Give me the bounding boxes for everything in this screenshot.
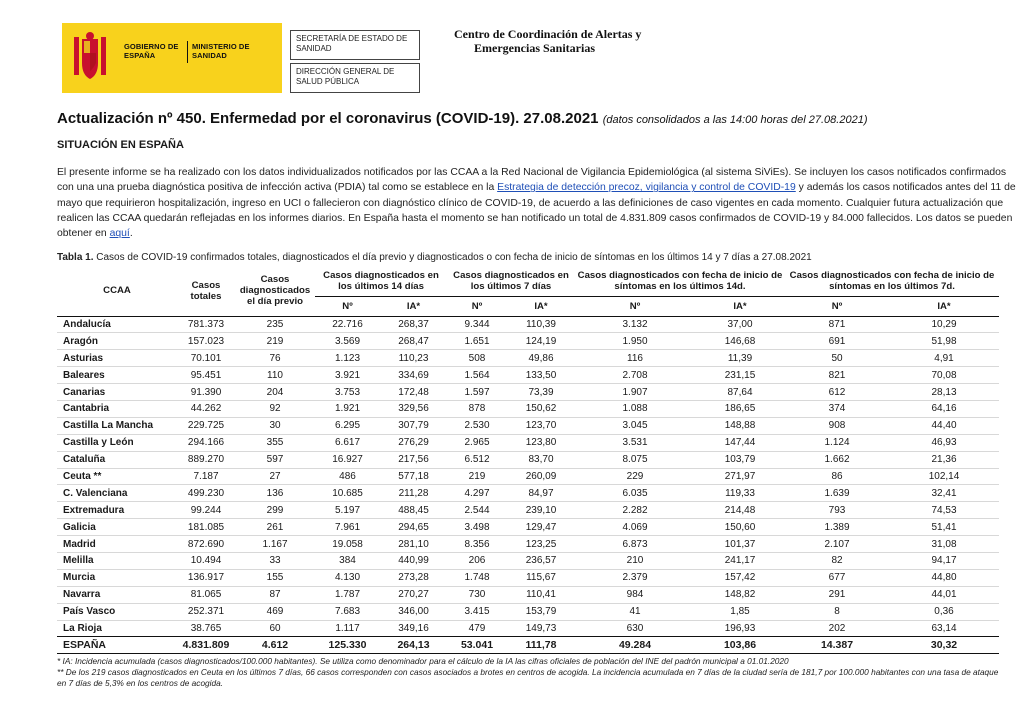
value-cell: 10.685 (315, 485, 380, 502)
value-cell: 229.725 (177, 417, 235, 434)
value-cell: 103,79 (695, 451, 785, 468)
report-title-main: Actualización nº 450. Enfermedad por el coronavirus (COVID-19). 27.08.2021 (57, 110, 599, 127)
value-cell: 508 (447, 350, 507, 367)
value-cell: 150,60 (695, 519, 785, 536)
value-cell: 124,19 (507, 333, 575, 350)
value-cell: 260,09 (507, 468, 575, 485)
value-cell: 210 (575, 552, 695, 569)
value-cell: 3.753 (315, 384, 380, 401)
value-cell: 181.085 (177, 519, 235, 536)
value-cell: 469 (235, 603, 315, 620)
value-cell: 236,57 (507, 552, 575, 569)
subheader-ia: IA* (889, 296, 999, 316)
value-cell: 1,85 (695, 603, 785, 620)
total-label-cell: ESPAÑA (57, 637, 177, 654)
value-cell: 64,16 (889, 400, 999, 417)
government-logo (62, 23, 282, 93)
value-cell: 276,29 (380, 434, 447, 451)
value-cell: 99.244 (177, 502, 235, 519)
value-cell: 44,40 (889, 417, 999, 434)
value-cell: 6.617 (315, 434, 380, 451)
value-cell: 8 (785, 603, 889, 620)
value-cell: 133,50 (507, 367, 575, 384)
value-cell: 46,93 (889, 434, 999, 451)
ccaa-name-cell: Asturias (57, 350, 177, 367)
report-title-sub: (datos consolidados a las 14:00 horas del 27.08.2021) (602, 114, 868, 126)
value-cell: 86 (785, 468, 889, 485)
value-cell: 95.451 (177, 367, 235, 384)
value-cell: 2.379 (575, 569, 695, 586)
value-cell: 49,86 (507, 350, 575, 367)
section-heading: SITUACIÓN EN ESPAÑA (57, 139, 184, 151)
total-value-cell: 264,13 (380, 637, 447, 654)
value-cell: 984 (575, 586, 695, 603)
value-cell: 27 (235, 468, 315, 485)
value-cell: 196,93 (724, 622, 756, 634)
value-cell: 123,70 (507, 417, 575, 434)
value-cell: 157,42 (695, 569, 785, 586)
value-cell: 44.262 (177, 400, 235, 417)
value-cell: 6.295 (315, 417, 380, 434)
subheader-ia: IA* (380, 296, 447, 316)
value-cell: 7.961 (315, 519, 380, 536)
table-row (57, 417, 999, 434)
table-row (57, 350, 999, 367)
value-cell: 28,13 (889, 384, 999, 401)
subheader-ia: IA* (695, 296, 785, 316)
value-cell: 3.531 (575, 434, 695, 451)
ccaa-name-cell: Galicia (57, 519, 177, 536)
value-cell: 440,99 (380, 552, 447, 569)
value-cell: 1.787 (315, 586, 380, 603)
header-14-days: Casos diagnosticados en los últimos 14 días (315, 266, 447, 296)
table-row (57, 400, 999, 417)
value-cell: 214,48 (695, 502, 785, 519)
value-cell: 129,47 (507, 519, 575, 536)
value-cell: 94,17 (889, 552, 999, 569)
report-title (57, 110, 867, 127)
ccaa-name-cell: Navarra (57, 586, 177, 603)
value-cell: 19.058 (315, 536, 380, 553)
header-7-days: Casos diagnosticados en los últimos 7 días (447, 266, 575, 296)
value-cell: 44,80 (889, 569, 999, 586)
value-cell: 252.371 (177, 603, 235, 620)
total-value-cell: 111,78 (507, 637, 575, 654)
table-row (57, 468, 999, 485)
value-cell: 11,39 (695, 350, 785, 367)
value-cell: 155 (235, 569, 315, 586)
value-cell: 268,47 (380, 333, 447, 350)
value-cell: 691 (785, 333, 889, 350)
value-cell: 1.123 (315, 350, 380, 367)
value-cell: 33 (235, 552, 315, 569)
value-cell: 123,80 (507, 434, 575, 451)
value-cell: 241,17 (695, 552, 785, 569)
subheader-n: Nº (447, 296, 507, 316)
value-cell: 268,37 (380, 316, 447, 333)
value-cell: 499.230 (177, 485, 235, 502)
value-cell: 1.088 (575, 400, 695, 417)
table-row (57, 367, 999, 384)
data-link[interactable]: aquí (109, 228, 130, 240)
value-cell: 908 (785, 417, 889, 434)
footnote-ia: * IA: Incidencia acumulada (casos diagnosticados/100.000 habitantes). Se utiliza como denominador para el cálculo de la IA las cifras oficiales de población del INE del padrón municipal a 01.01.2020 (57, 656, 789, 666)
value-cell: 70,08 (889, 367, 999, 384)
value-cell: 101,37 (695, 536, 785, 553)
total-value-cell: 125.330 (315, 637, 380, 654)
value-cell: 92 (235, 400, 315, 417)
value-cell: 202 (828, 622, 846, 634)
header-symptoms-7: Casos diagnosticados con fecha de inicio de síntomas en los últimos 7d. (785, 266, 999, 296)
value-cell: 10,29 (889, 316, 999, 333)
coat-of-arms-icon (72, 31, 108, 83)
table-row (57, 434, 999, 451)
value-cell: 3.498 (447, 519, 507, 536)
value-cell: 82 (785, 552, 889, 569)
table-row (57, 316, 999, 333)
value-cell: 349,16 (398, 622, 429, 634)
value-cell: 2.965 (447, 434, 507, 451)
ccaa-name-cell: Andalucía (57, 316, 177, 333)
header-prev-day: Casos diagnosticados el día previo (235, 266, 315, 316)
ccaa-name-cell: Extremadura (57, 502, 177, 519)
value-cell: 4,91 (889, 350, 999, 367)
strategy-link[interactable]: Estrategia de detección precoz, vigilancia y control de COVID-19 (497, 182, 796, 194)
footnotes (57, 656, 1007, 689)
value-cell: 1.124 (785, 434, 889, 451)
value-cell: 231,15 (695, 367, 785, 384)
value-cell: 87 (235, 586, 315, 603)
value-cell: 577,18 (380, 468, 447, 485)
table-row (57, 569, 999, 586)
value-cell: 299 (235, 502, 315, 519)
table-body (57, 316, 999, 637)
value-cell: 329,56 (380, 400, 447, 417)
value-cell: 235 (235, 316, 315, 333)
value-cell: 239,10 (507, 502, 575, 519)
table-row (57, 603, 999, 620)
header-symptoms-14: Casos diagnosticados con fecha de inicio de síntomas en los últimos 14d. (575, 266, 785, 296)
ccaa-name-cell: Canarias (57, 384, 177, 401)
value-cell: 146,68 (695, 333, 785, 350)
ccaa-name-cell: C. Valenciana (57, 485, 177, 502)
total-value-cell: 4.831.809 (177, 637, 235, 654)
value-cell: 273,28 (380, 569, 447, 586)
value-cell: 871 (785, 316, 889, 333)
value-cell: 1.564 (447, 367, 507, 384)
total-value-cell: 103,86 (695, 637, 785, 654)
value-cell: 153,79 (507, 603, 575, 620)
value-cell: 781.373 (177, 316, 235, 333)
total-value-cell: 49.284 (575, 637, 695, 654)
table-caption-label: Tabla 1. (57, 252, 94, 263)
subheader-ia: IA* (507, 296, 575, 316)
ccaa-name-cell: País Vasco (57, 603, 177, 620)
value-cell: 91.390 (177, 384, 235, 401)
table-row (57, 552, 999, 569)
value-cell: 31,08 (889, 536, 999, 553)
value-cell: 2.282 (575, 502, 695, 519)
value-cell: 384 (315, 552, 380, 569)
value-cell: 1.907 (575, 384, 695, 401)
value-cell: 0,36 (889, 603, 999, 620)
footnote-ceuta: ** De los 219 casos diagnosticados en Ceuta en los últimos 7 días, 66 casos corresponden con casos asociados a brotes en centros de acogida. La incidencia acumulada en 7 días de la ciudad sería de 181,7 por 100.000 habitantes con una tasa de ataque en 7 días de 5,3% en los centros de acogida. (57, 667, 999, 688)
value-cell: 70.101 (177, 350, 235, 367)
value-cell: 479 (468, 622, 486, 634)
value-cell: 2.708 (575, 367, 695, 384)
value-cell: 150,62 (507, 400, 575, 417)
value-cell: 3.921 (315, 367, 380, 384)
department-boxes (290, 30, 420, 93)
value-cell: 307,79 (380, 417, 447, 434)
table-total-row (57, 637, 999, 654)
value-cell: 63,14 (931, 622, 957, 634)
value-cell: 291 (785, 586, 889, 603)
value-cell: 51,98 (889, 333, 999, 350)
value-cell: 271,97 (695, 468, 785, 485)
value-cell: 149,73 (525, 622, 557, 634)
value-cell: 7.187 (177, 468, 235, 485)
value-cell: 8.075 (575, 451, 695, 468)
value-cell: 73,39 (507, 384, 575, 401)
value-cell: 110,41 (507, 586, 575, 603)
value-cell: 1.117 (335, 622, 360, 634)
value-cell: 270,27 (380, 586, 447, 603)
center-name (454, 27, 641, 55)
value-cell: 730 (447, 586, 507, 603)
value-cell: 206 (447, 552, 507, 569)
value-cell: 872.690 (177, 536, 235, 553)
table-row (57, 485, 999, 502)
value-cell: 84,97 (507, 485, 575, 502)
intro-text-2: y además los casos notificados antes del 11 de mayo que requirieron hospitalización, ingreso en UCI o fallecieron con diagnóstico clínico de COVID-19, de acuerdo a las definiciones de caso vigentes en cada momento. Cualquier futura actualización que realicen las CCAA quedarán reflejadas en los informes diarios. En España hasta el momento se han notificado un total de 4.831.809 casos confirmados de COVID-19 y 84.000 fallecidos. Los datos se pueden obtener en (57, 182, 1016, 240)
value-cell: 1.639 (785, 485, 889, 502)
value-cell: 76 (235, 350, 315, 367)
value-cell: 821 (785, 367, 889, 384)
total-value-cell: 14.387 (785, 637, 889, 654)
value-cell: 211,28 (380, 485, 447, 502)
table-row (57, 536, 999, 553)
value-cell: 1.950 (575, 333, 695, 350)
value-cell: 1.748 (447, 569, 507, 586)
value-cell: 1.597 (447, 384, 507, 401)
value-cell: 4.130 (315, 569, 380, 586)
value-cell: 30 (235, 417, 315, 434)
value-cell: 37,00 (695, 316, 785, 333)
value-cell: 44,01 (889, 586, 999, 603)
value-cell: 2.544 (447, 502, 507, 519)
value-cell: 204 (235, 384, 315, 401)
intro-text-1: El presente informe se ha realizado con los datos individualizados notificados por las CCAA a la Red Nacional de Vigilancia Epidemiológica (al sistema SiViEs). Se incluyen los casos notificados confirmados con una una prueba diagnóstica positiva de infección activa (PDIA) tal como se establece en la (57, 167, 1007, 194)
value-cell: 630 (626, 622, 644, 634)
ccaa-name-cell: Cantabria (57, 400, 177, 417)
value-cell: 116 (575, 350, 695, 367)
table-row (57, 333, 999, 350)
value-cell: 87,64 (695, 384, 785, 401)
ccaa-name-cell: Madrid (57, 536, 177, 553)
value-cell: 346,00 (380, 603, 447, 620)
directorate-box: DIRECCIÓN GENERAL DE SALUD PÚBLICA (290, 63, 420, 93)
value-cell: 157.023 (177, 333, 235, 350)
gov-label: GOBIERNO DE ESPAÑA (124, 42, 179, 60)
value-cell: 6.873 (575, 536, 695, 553)
value-cell: 32,41 (889, 485, 999, 502)
value-cell: 172,48 (380, 384, 447, 401)
value-cell: 3.415 (447, 603, 507, 620)
value-cell: 123,25 (507, 536, 575, 553)
header-ccaa: CCAA (57, 266, 177, 316)
ccaa-name-cell: Murcia (57, 569, 177, 586)
value-cell: 41 (575, 603, 695, 620)
ccaa-name-cell: Ceuta ** (57, 468, 177, 485)
value-cell: 115,67 (507, 569, 575, 586)
value-cell: 612 (785, 384, 889, 401)
header-total: Casos totales (177, 266, 235, 316)
total-value-cell: 30,32 (889, 637, 999, 654)
value-cell: 486 (315, 468, 380, 485)
value-cell: 294,65 (380, 519, 447, 536)
value-cell: 6.035 (575, 485, 695, 502)
value-cell: 110,23 (380, 350, 447, 367)
value-cell: 38.765 (190, 622, 222, 634)
total-value-cell: 4.612 (235, 637, 315, 654)
subheader-n: Nº (315, 296, 380, 316)
ccaa-name-cell: Melilla (57, 552, 177, 569)
intro-text-3: . (129, 228, 133, 240)
value-cell: 119,33 (695, 485, 785, 502)
value-cell: 219 (235, 333, 315, 350)
value-cell: 3.569 (315, 333, 380, 350)
value-cell: 16.927 (315, 451, 380, 468)
table-row (57, 384, 999, 401)
total-value-cell: 53.041 (447, 637, 507, 654)
value-cell: 5.197 (315, 502, 380, 519)
value-cell: 81.065 (177, 586, 235, 603)
value-cell: 3.045 (575, 417, 695, 434)
value-cell: 281,10 (380, 536, 447, 553)
value-cell: 2.530 (447, 417, 507, 434)
document-header (0, 0, 1024, 100)
table-caption-text: Casos de COVID-19 confirmados totales, diagnosticados el día previo y diagnosticados o con fecha de inicio de síntomas en los últimos 14 y 7 días a 27.08.2021 (93, 252, 812, 263)
ccaa-name-cell: La Rioja (63, 622, 102, 634)
value-cell: 10.494 (177, 552, 235, 569)
value-cell: 110,39 (507, 316, 575, 333)
value-cell: 22.716 (315, 316, 380, 333)
ministry-label: MINISTERIO DE SANIDAD (192, 42, 250, 60)
value-cell: 294.166 (177, 434, 235, 451)
value-cell: 889.270 (177, 451, 235, 468)
table-caption (57, 252, 812, 263)
value-cell: 186,65 (695, 400, 785, 417)
value-cell: 21,36 (889, 451, 999, 468)
subheader-n: Nº (575, 296, 695, 316)
value-cell: 597 (235, 451, 315, 468)
value-cell: 355 (235, 434, 315, 451)
value-cell: 793 (785, 502, 889, 519)
value-cell: 83,70 (507, 451, 575, 468)
center-line-2: Emergencias Sanitarias (474, 41, 595, 55)
cases-table (57, 266, 999, 654)
value-cell: 1.651 (447, 333, 507, 350)
value-cell: 677 (785, 569, 889, 586)
value-cell: 147,44 (695, 434, 785, 451)
value-cell: 102,14 (889, 468, 999, 485)
value-cell: 7.683 (315, 603, 380, 620)
value-cell: 148,88 (695, 417, 785, 434)
value-cell: 2.107 (785, 536, 889, 553)
value-cell: 1.389 (785, 519, 889, 536)
value-cell: 3.132 (575, 316, 695, 333)
value-cell: 51,41 (889, 519, 999, 536)
value-cell: 1.921 (315, 400, 380, 417)
ccaa-name-cell: Cataluña (57, 451, 177, 468)
value-cell: 488,45 (380, 502, 447, 519)
value-cell: 1.662 (785, 451, 889, 468)
logo-divider (187, 41, 188, 63)
ccaa-name-cell: Castilla La Mancha (57, 417, 177, 434)
value-cell: 110 (235, 367, 315, 384)
value-cell: 261 (235, 519, 315, 536)
secretary-box: SECRETARÍA DE ESTADO DE SANIDAD (290, 30, 420, 60)
value-cell: 219 (447, 468, 507, 485)
value-cell: 74,53 (889, 502, 999, 519)
value-cell: 878 (447, 400, 507, 417)
value-cell: 148,82 (695, 586, 785, 603)
table-row (57, 451, 999, 468)
ccaa-name-cell: Baleares (57, 367, 177, 384)
value-cell: 1.167 (235, 536, 315, 553)
center-line-1: Centro de Coordinación de Alertas y (454, 27, 642, 41)
subheader-n: Nº (785, 296, 889, 316)
table-row (57, 519, 999, 536)
value-cell: 4.297 (447, 485, 507, 502)
ccaa-name-cell: Castilla y León (57, 434, 177, 451)
value-cell: 374 (785, 400, 889, 417)
value-cell: 60 (269, 622, 281, 634)
table-row (57, 620, 999, 637)
table-row (57, 586, 999, 603)
value-cell: 50 (785, 350, 889, 367)
ccaa-name-cell: Aragón (57, 333, 177, 350)
table-row (57, 502, 999, 519)
value-cell: 217,56 (380, 451, 447, 468)
value-cell: 136 (235, 485, 315, 502)
value-cell: 4.069 (575, 519, 695, 536)
value-cell: 136.917 (177, 569, 235, 586)
value-cell: 229 (575, 468, 695, 485)
value-cell: 334,69 (380, 367, 447, 384)
value-cell: 6.512 (447, 451, 507, 468)
value-cell: 9.344 (447, 316, 507, 333)
value-cell: 8.356 (447, 536, 507, 553)
intro-paragraph (57, 165, 1017, 241)
